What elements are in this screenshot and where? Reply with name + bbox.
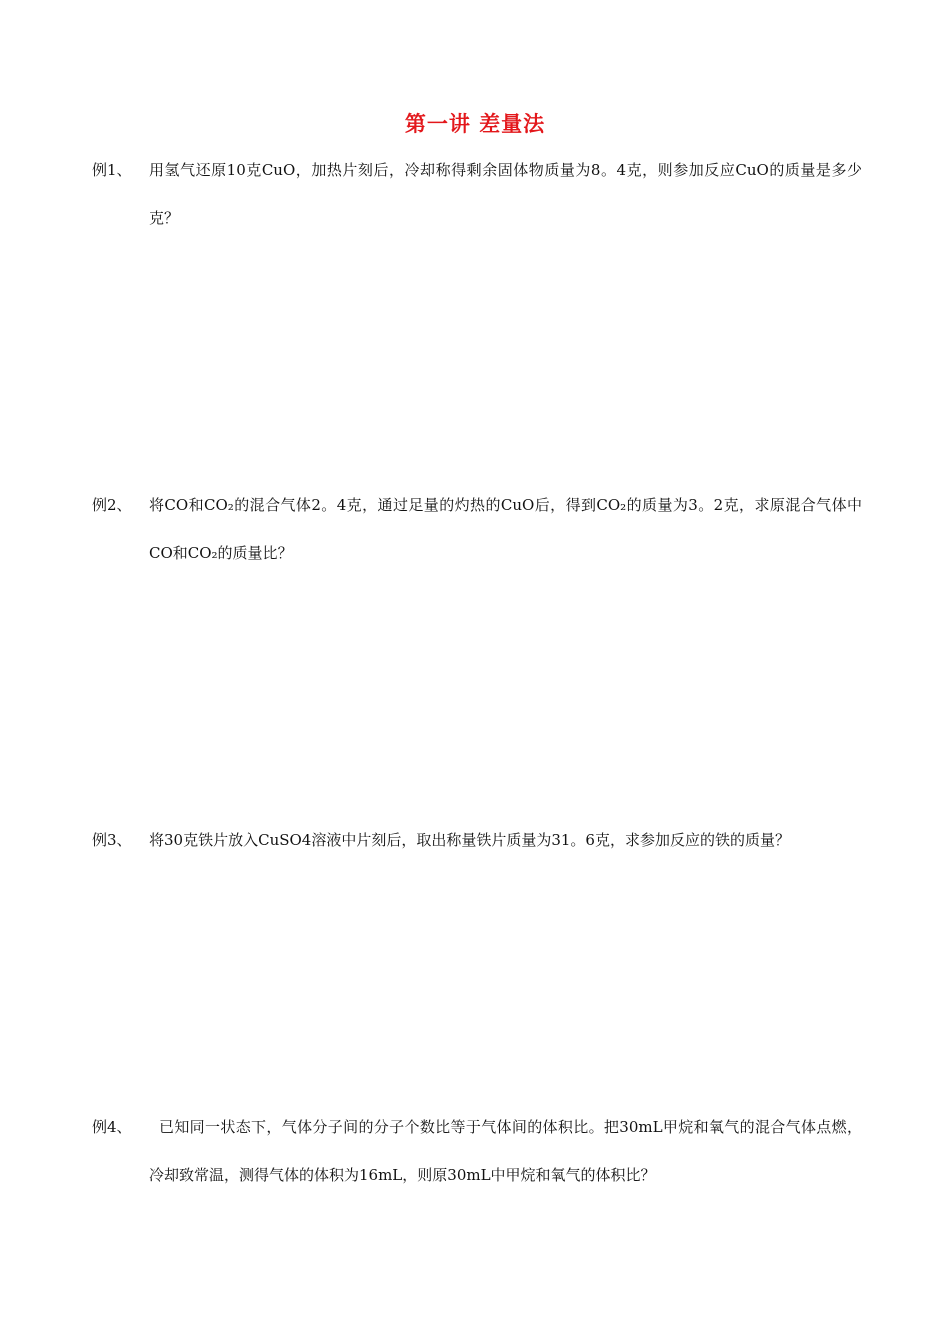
- problem-text: 将30克铁片放入CuSO4溶液中片刻后，取出称量铁片质量为31。6克，求参加反应的铁的质量？: [149, 831, 790, 849]
- problem-number: 例1、: [92, 161, 132, 179]
- problem-3: [92, 816, 862, 864]
- problem-4: [92, 1103, 862, 1199]
- page-title: 第一讲 差量法: [404, 112, 546, 136]
- problem-text: 将CO和CO₂的混合气体2。4克，通过足量的灼热的CuO后，得到CO₂的质量为3。2克，求原混合气体中CO和CO₂的质量比？: [149, 496, 862, 562]
- problem-number: 例2、: [92, 496, 132, 514]
- problem-number: 例3、: [92, 831, 132, 849]
- problem-1: [92, 146, 862, 242]
- problem-text: 用氢气还原10克CuO，加热片刻后，冷却称得剩余固体物质量为8。4克，则参加反应CuO的质量是多少克？: [149, 161, 862, 227]
- problem-2: [92, 481, 862, 577]
- problem-number: 例4、: [92, 1118, 132, 1136]
- problem-text: 已知同一状态下，气体分子间的分子个数比等于气体间的体积比。把30mL甲烷和氧气的混合气体点燃，冷却致常温，测得气体的体积为16mL，则原30mL中甲烷和氧气的体积比？: [149, 1118, 862, 1184]
